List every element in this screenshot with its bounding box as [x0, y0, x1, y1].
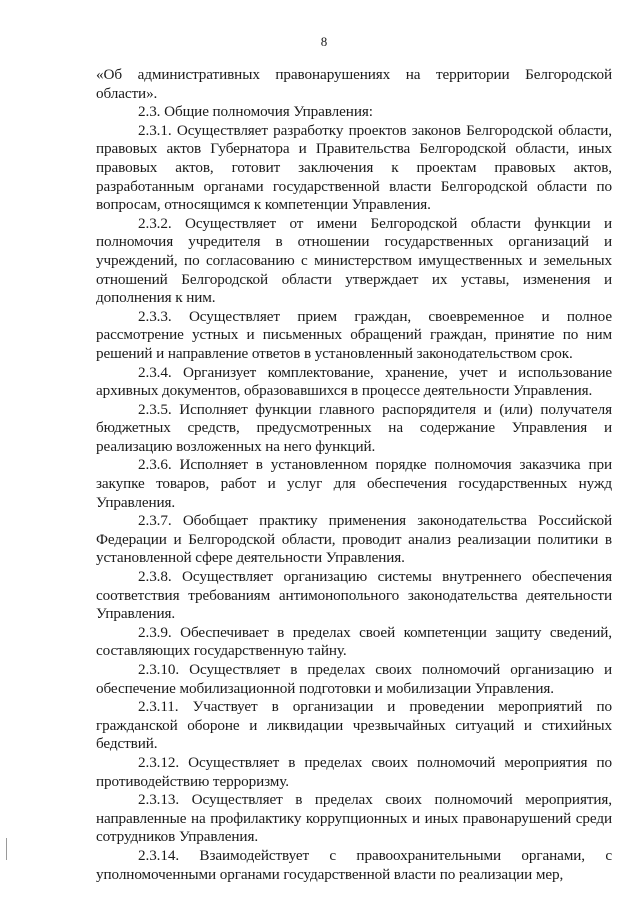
- paragraph-2-3-14: 2.3.14. Взаимодействует с правоохранительными органами, с уполномоченными органами государственной власти по реализации мер,: [96, 846, 612, 883]
- paragraph-2-3-9: 2.3.9. Обеспечивает в пределах своей компетенции защиту сведений, составляющих государственную тайну.: [96, 623, 612, 660]
- paragraph-2-3-6: 2.3.6. Исполняет в установленном порядке полномочия заказчика при закупке товаров, работ и услуг для обеспечения государственных нужд Управления.: [96, 456, 612, 511]
- paragraph-continuation: «Об административных правонарушениях на территории Белгородской области».: [96, 66, 612, 102]
- paragraph-2-3-4: 2.3.4. Организует комплектование, хранение, учет и использование архивных документов, образовавшихся в процессе деятельности Управления.: [96, 363, 612, 400]
- scan-edge-mark: [6, 838, 7, 860]
- paragraph-2-3-10: 2.3.10. Осуществляет в пределах своих полномочий организацию и обеспечение мобилизационной подготовки и мобилизации Управления.: [96, 661, 612, 697]
- paragraph-2-3-1: 2.3.1. Осуществляет разработку проектов законов Белгородской области, правовых актов Губернатора и Правительства Белгородской области, иных правовых актов, готовит заключения к проектам правовых актов, разработанным органами государственной власти Белгородской области по вопросам, относящимся к компетенции Управления.: [96, 121, 612, 214]
- paragraph-2-3-12: 2.3.12. Осуществляет в пределах своих полномочий мероприятия по противодействию терроризму.: [96, 753, 612, 790]
- paragraph-2-3-11: 2.3.11. Участвует в организации и проведении мероприятий по гражданской обороне и ликвидации чрезвычайных ситуаций и стихийных бедствий.: [96, 698, 612, 753]
- paragraph-2-3-7: 2.3.7. Обобщает практику применения законодательства Российской Федерации и Белгородской области, проводит анализ реализации политики в установленной сфере деятельности Управления.: [96, 512, 612, 567]
- paragraph-2-3-2: 2.3.2. Осуществляет от имени Белгородской области функции и полномочия учредителя в отношении государственных организаций и учреждений, по согласованию с министерством имущественных и земельных отношений Белгородской области утверждает их уставы, изменения и дополнения к ним.: [96, 214, 612, 307]
- paragraph-2-3-3: 2.3.3. Осуществляет прием граждан, своевременное и полное рассмотрение устных и письменных обращений граждан, принятие по ним решений и направление ответов в установленный законодательством срок.: [96, 307, 612, 362]
- paragraph-2-3-13: 2.3.13. Осуществляет в пределах своих полномочий мероприятия, направленные на профилактику коррупционных и иных правонарушений среди сотрудников Управления.: [96, 791, 612, 846]
- page-number: 8: [320, 34, 328, 49]
- paragraph-2-3-5: 2.3.5. Исполняет функции главного распорядителя и (или) получателя бюджетных средств, предусмотренных на содержание Управления и реализацию возложенных на него функций.: [96, 400, 612, 455]
- section-heading-2-3: 2.3. Общие полномочия Управления:: [138, 103, 373, 121]
- paragraph-2-3-8: 2.3.8. Осуществляет организацию системы внутреннего обеспечения соответствия требованиям антимонопольного законодательства деятельности Управления.: [96, 568, 612, 623]
